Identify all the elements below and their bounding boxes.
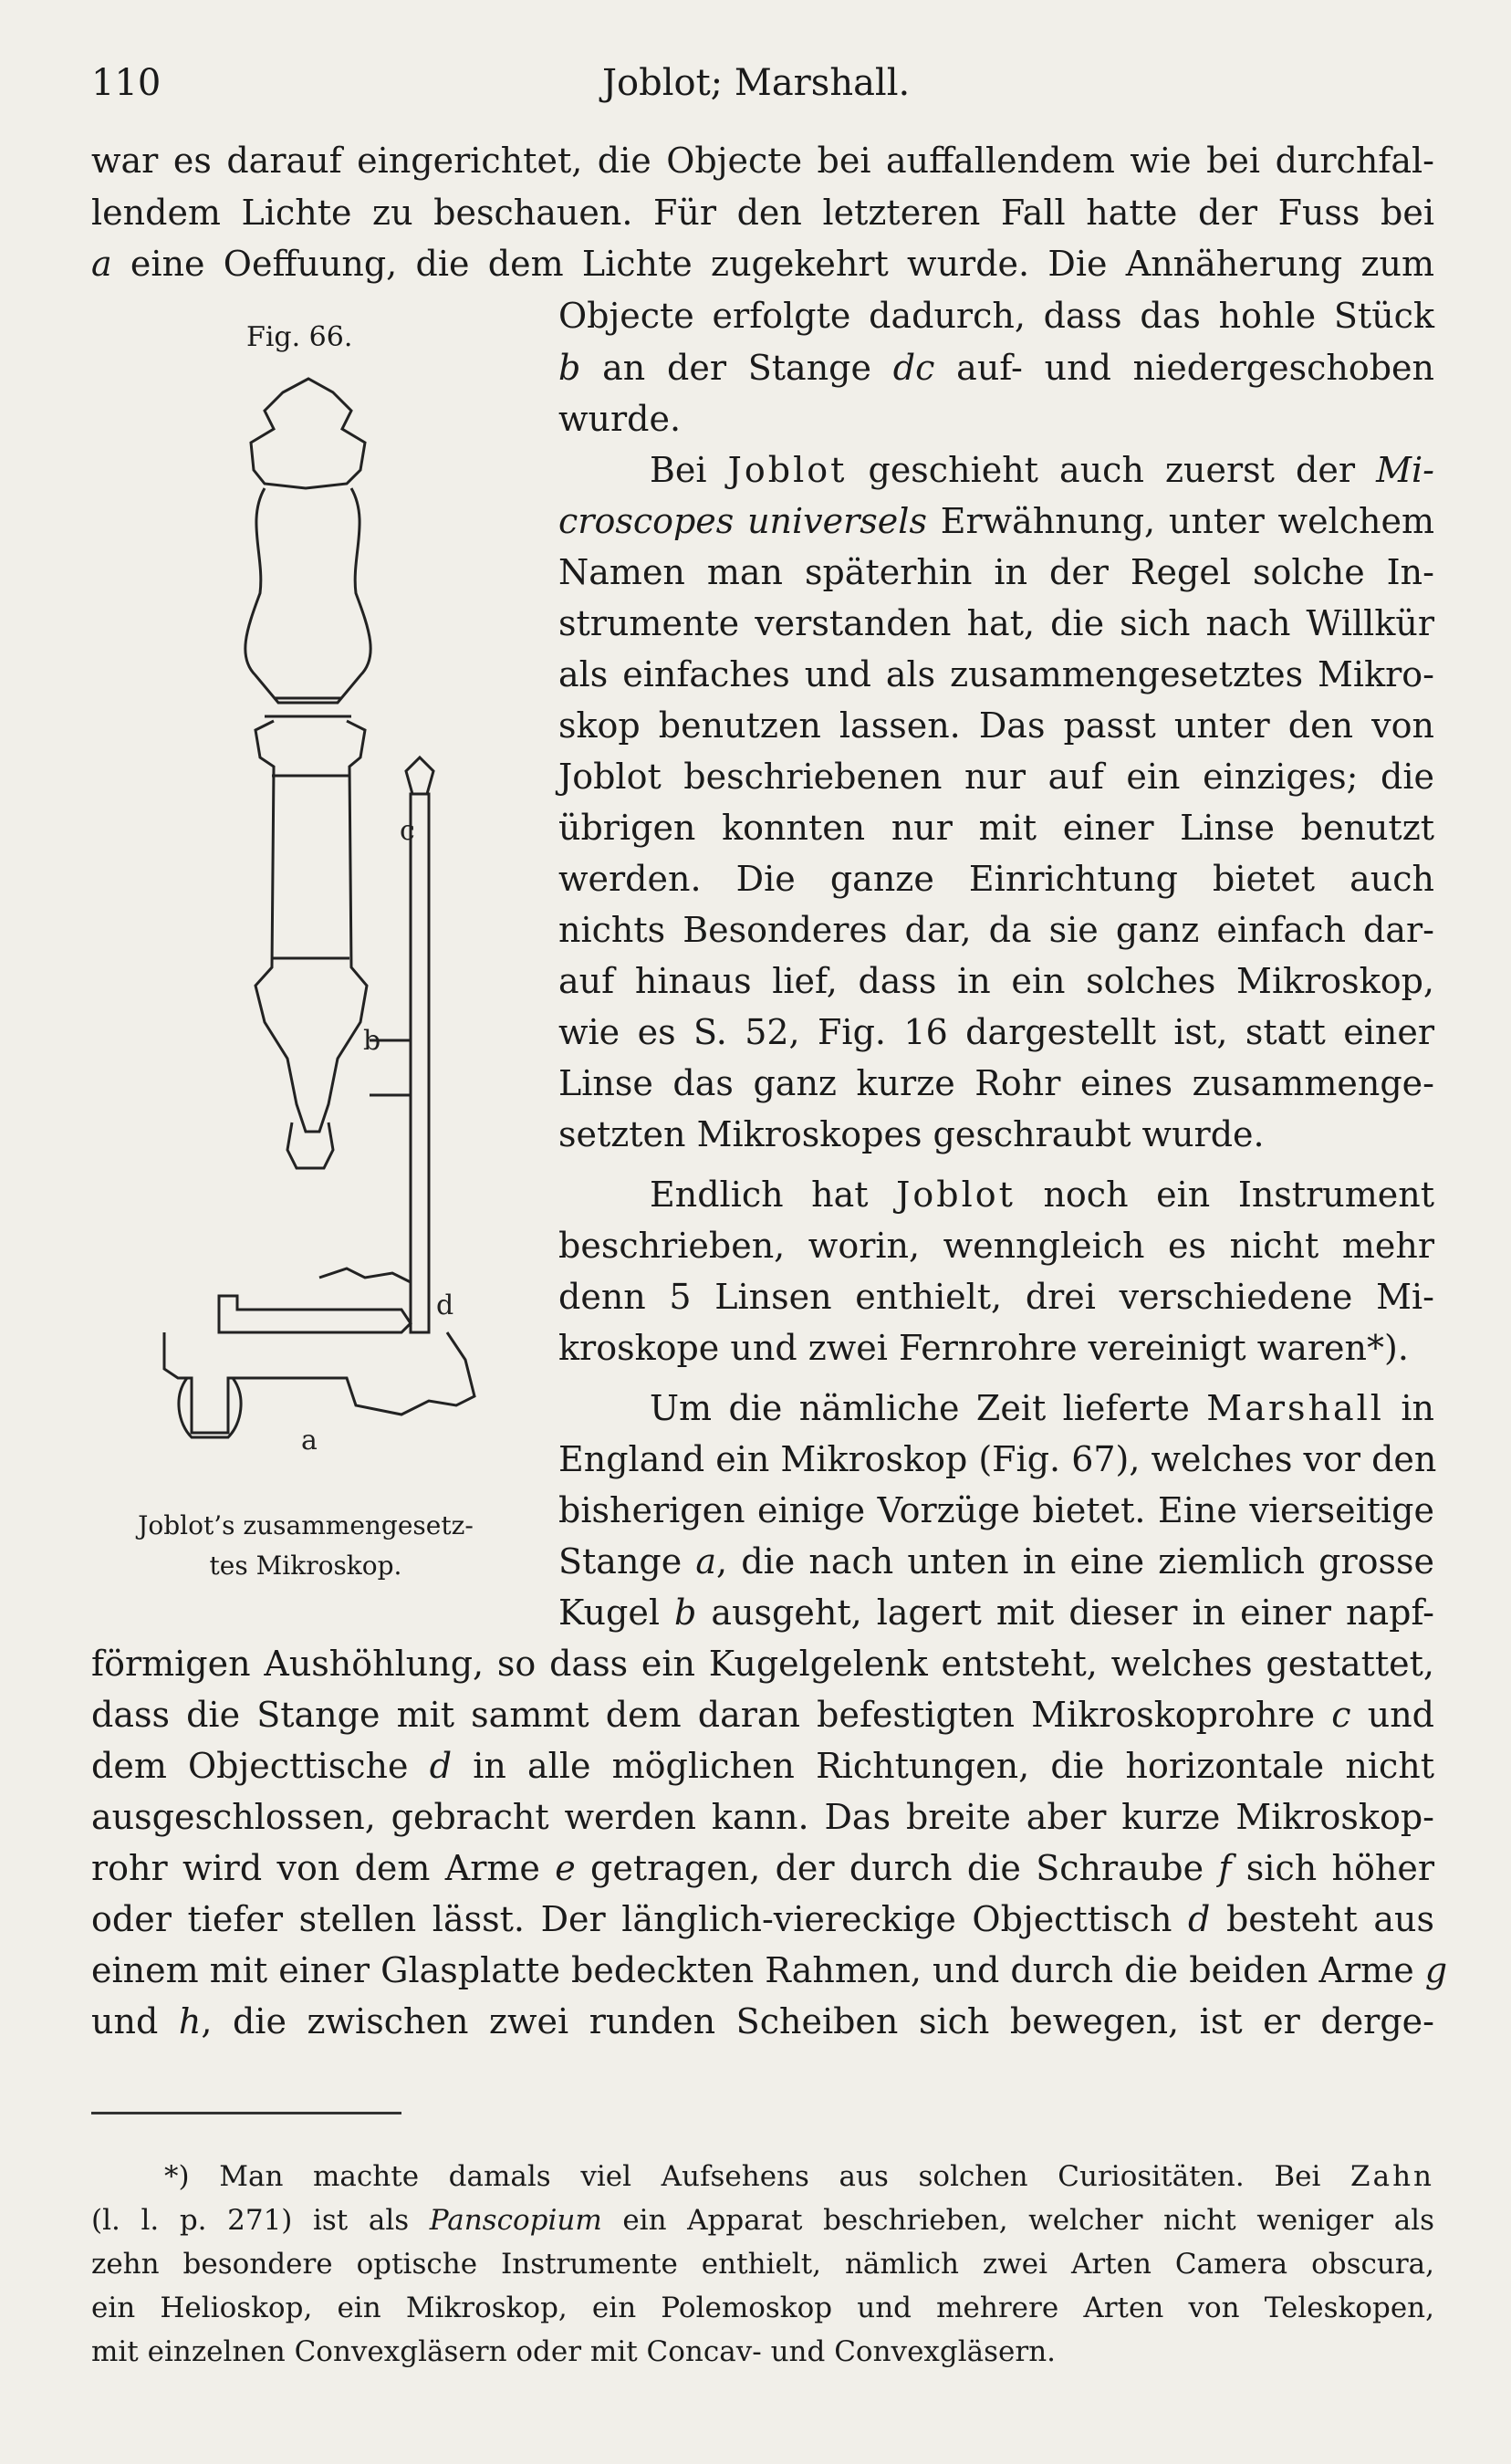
text-line: auf hinaus lief, dass in ein solches Mikroskop,	[558, 961, 1434, 1001]
footnote-line: (l. l. p. 271) ist als Panscopium ein Apparat beschrieben, welcher nicht weniger als	[91, 2204, 1434, 2237]
text-line: beschrieben, worin, wenngleich es nicht mehr	[558, 1226, 1434, 1266]
footnote-rule	[91, 2112, 401, 2114]
upper-tube	[245, 488, 370, 703]
text-line: als einfaches und als zusammengesetztes Mikro-	[558, 654, 1434, 694]
rod-top	[406, 757, 433, 794]
text-line: rohr wird von dem Arme e getragen, der durch die Schraube f sich höher	[91, 1848, 1434, 1888]
text-line: einem mit einer Glasplatte bedeckten Rahmen, und durch die beiden Arme g	[91, 1950, 1448, 1990]
text-line: denn 5 Linsen enthielt, drei verschiedene Mi-	[558, 1277, 1434, 1317]
text-line: kroskope und zwei Fernrohre vereinigt waren*).	[558, 1328, 1409, 1368]
text-line: Kugel b ausgeht, lagert mit dieser in einer napf-	[558, 1592, 1434, 1633]
text-line: und h, die zwischen zwei runden Scheiben sich bewegen, ist er derge-	[91, 2001, 1435, 2041]
text-line: werden. Die ganze Einrichtung bietet auch	[558, 859, 1434, 899]
text-line: b an der Stange dc auf- und niedergeschoben	[558, 348, 1434, 388]
text-line: Um die nämliche Zeit lieferte Marshall in	[650, 1388, 1434, 1428]
text-line: bisherigen einige Vorzüge bietet. Eine vierseitige	[558, 1490, 1434, 1530]
text-line: ausgeschlossen, gebracht werden kann. Das breite aber kurze Mikroskop-	[91, 1797, 1434, 1837]
footnote-line: mit einzelnen Convexgläsern oder mit Concav- und Convexgläsern.	[91, 2335, 1057, 2368]
footnote-line: ein Helioskop, ein Mikroskop, ein Polemoskop und mehrere Arten von Teleskopen,	[91, 2292, 1434, 2324]
text-line: England ein Mikroskop (Fig. 67), welches vor den	[558, 1439, 1437, 1479]
text-line: croscopes universels Erwähnung, unter welchem	[558, 501, 1434, 541]
base	[164, 1332, 474, 1433]
foot-knob	[179, 1378, 241, 1437]
running-title: Joblot; Marshall.	[602, 62, 911, 104]
fig-letter-c: c	[400, 815, 415, 847]
text-line: übrigen konnten nur mit einer Linse benutzt	[558, 808, 1434, 848]
text-line: skop benutzen lassen. Das passt unter den von	[558, 705, 1434, 746]
microscope-figure	[128, 329, 511, 1451]
figure-label: Fig. 66.	[246, 321, 353, 353]
eyepiece-top	[251, 379, 365, 488]
text-line: nichts Besonderes dar, da sie ganz einfach dar-	[558, 910, 1434, 950]
fig-letter-a: a	[301, 1425, 318, 1451]
text-line: dem Objecttische d in alle möglichen Richtungen, die horizontale nicht	[91, 1746, 1434, 1786]
text-line: Endlich hat Joblot noch ein Instrument	[650, 1175, 1434, 1215]
stage	[219, 1296, 411, 1332]
text-line: Joblot beschriebenen nur auf ein einziges; die	[558, 757, 1434, 797]
fig-letter-d: d	[436, 1289, 454, 1321]
page-number: 110	[91, 62, 162, 104]
text-line: setzten Mikroskopes geschraubt wurde.	[558, 1114, 1265, 1154]
footnote-line: zehn besondere optische Instrumente enthielt, nämlich zwei Arten Camera obscura,	[91, 2248, 1434, 2281]
fig-letter-b: b	[363, 1025, 381, 1057]
text-line: a eine Oeffuung, die dem Lichte zugekehrt wurde. Die Annäherung zum	[91, 244, 1434, 284]
text-line: wie es S. 52, Fig. 16 dargestellt ist, statt einer	[558, 1012, 1434, 1052]
stand-rod	[411, 794, 429, 1332]
text-line: oder tiefer stellen lässt. Der länglich-viereckige Objecttisch d besteht aus	[91, 1899, 1434, 1939]
text-line: Linse das ganz kurze Rohr eines zusammenge-	[558, 1063, 1434, 1103]
text-line: dass die Stange mit sammt dem daran befestigten Mikroskoprohre c und	[91, 1695, 1434, 1735]
text-line: förmigen Aushöhlung, so dass ein Kugelgelenk entsteht, welches gestattet,	[91, 1644, 1434, 1684]
text-line: wurde.	[558, 399, 682, 439]
text-line: lendem Lichte zu beschauen. Für den letzteren Fall hatte der Fuss bei	[91, 193, 1434, 233]
main-tube	[255, 721, 367, 1132]
text-line: war es darauf eingerichtet, die Objecte bei auffallendem wie bei durchfal-	[91, 141, 1434, 181]
stage-arm	[319, 1269, 411, 1282]
figure-caption: Joblot’s zusammengesetz- tes Mikroskop.	[138, 1510, 474, 1581]
text-line: Bei Joblot geschieht auch zuerst der Mi-	[650, 450, 1434, 490]
text-line: strumente verstanden hat, die sich nach Willkür	[558, 603, 1434, 643]
text-line: Stange a, die nach unten in eine ziemlich grosse	[558, 1541, 1434, 1582]
objective	[287, 1122, 333, 1168]
text-line: Objecte erfolgte dadurch, dass das hohle Stück	[558, 296, 1434, 336]
page-header	[91, 62, 1420, 117]
text-line: Namen man späterhin in der Regel solche In-	[558, 552, 1434, 592]
footnote-line: *) Man machte damals viel Aufsehens aus solchen Curiositäten. Bei Zahn	[164, 2160, 1434, 2193]
